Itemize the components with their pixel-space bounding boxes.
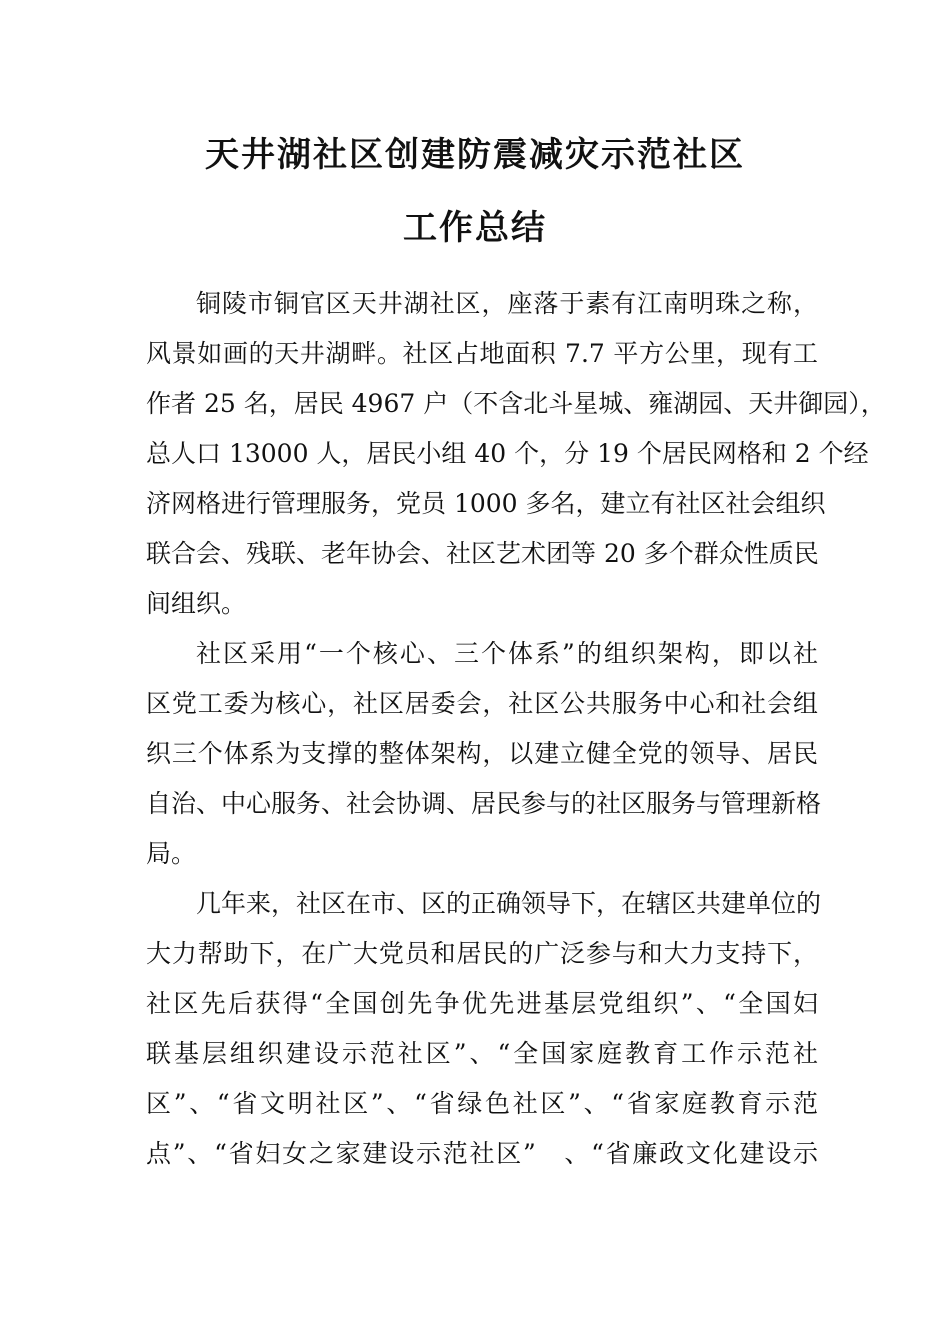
text-line: 局。	[146, 839, 197, 868]
text-line: 区党工委为核心，社区居委会，社区公共服务中心和社会组	[146, 689, 818, 718]
text-line: 总人口 13000 人，居民小组 40 个，分 19 个居民网格和 2 个经	[146, 439, 869, 468]
text-line: 济网格进行管理服务，党员 1000 多名，建立有社区社会组织	[146, 489, 826, 518]
text-line: 大力帮助下，在广大党员和居民的广泛参与和大力支持下，	[146, 939, 818, 968]
text-line: 点”、“省妇女之家建设示范社区” 、“省廉政文化建设示	[146, 1139, 818, 1168]
text-line: 社区先后获得“全国创先争优先进基层党组织”、“全国妇	[146, 989, 818, 1018]
text-line: 风景如画的天井湖畔。社区占地面积 7.7 平方公里，现有工	[146, 339, 818, 368]
text-line: 几年来，社区在市、区的正确领导下，在辖区共建单位的	[196, 889, 822, 918]
document-body	[146, 279, 886, 1179]
text-line: 联基层组织建设示范社区”、“全国家庭教育工作示范社	[146, 1039, 818, 1068]
text-line: 自治、中心服务、社会协调、居民参与的社区服务与管理新格	[146, 789, 822, 818]
text-line: 社区采用“一个核心、三个体系”的组织架构，即以社	[196, 639, 818, 668]
paragraph-2	[146, 629, 822, 879]
text-line: 联合会、残联、老年协会、社区艺术团等 20 多个群众性质民	[146, 539, 819, 568]
text-line: 织三个体系为支撑的整体架构，以建立健全党的领导、居民	[146, 739, 818, 768]
paragraph-3	[146, 879, 822, 1179]
document-title: 天井湖社区创建防震减灾示范社区	[205, 135, 745, 175]
text-line: 作者 25 名，居民 4967 户（不含北斗星城、雍湖园、天井御园），	[146, 389, 886, 418]
text-line: 间组织。	[146, 589, 247, 618]
document-subtitle: 工作总结	[403, 208, 547, 248]
text-line: 区”、“省文明社区”、“省绿色社区”、“省家庭教育示范	[146, 1089, 818, 1118]
text-line: 铜陵市铜官区天井湖社区，座落于素有江南明珠之称，	[196, 289, 818, 318]
paragraph-1	[146, 279, 886, 629]
